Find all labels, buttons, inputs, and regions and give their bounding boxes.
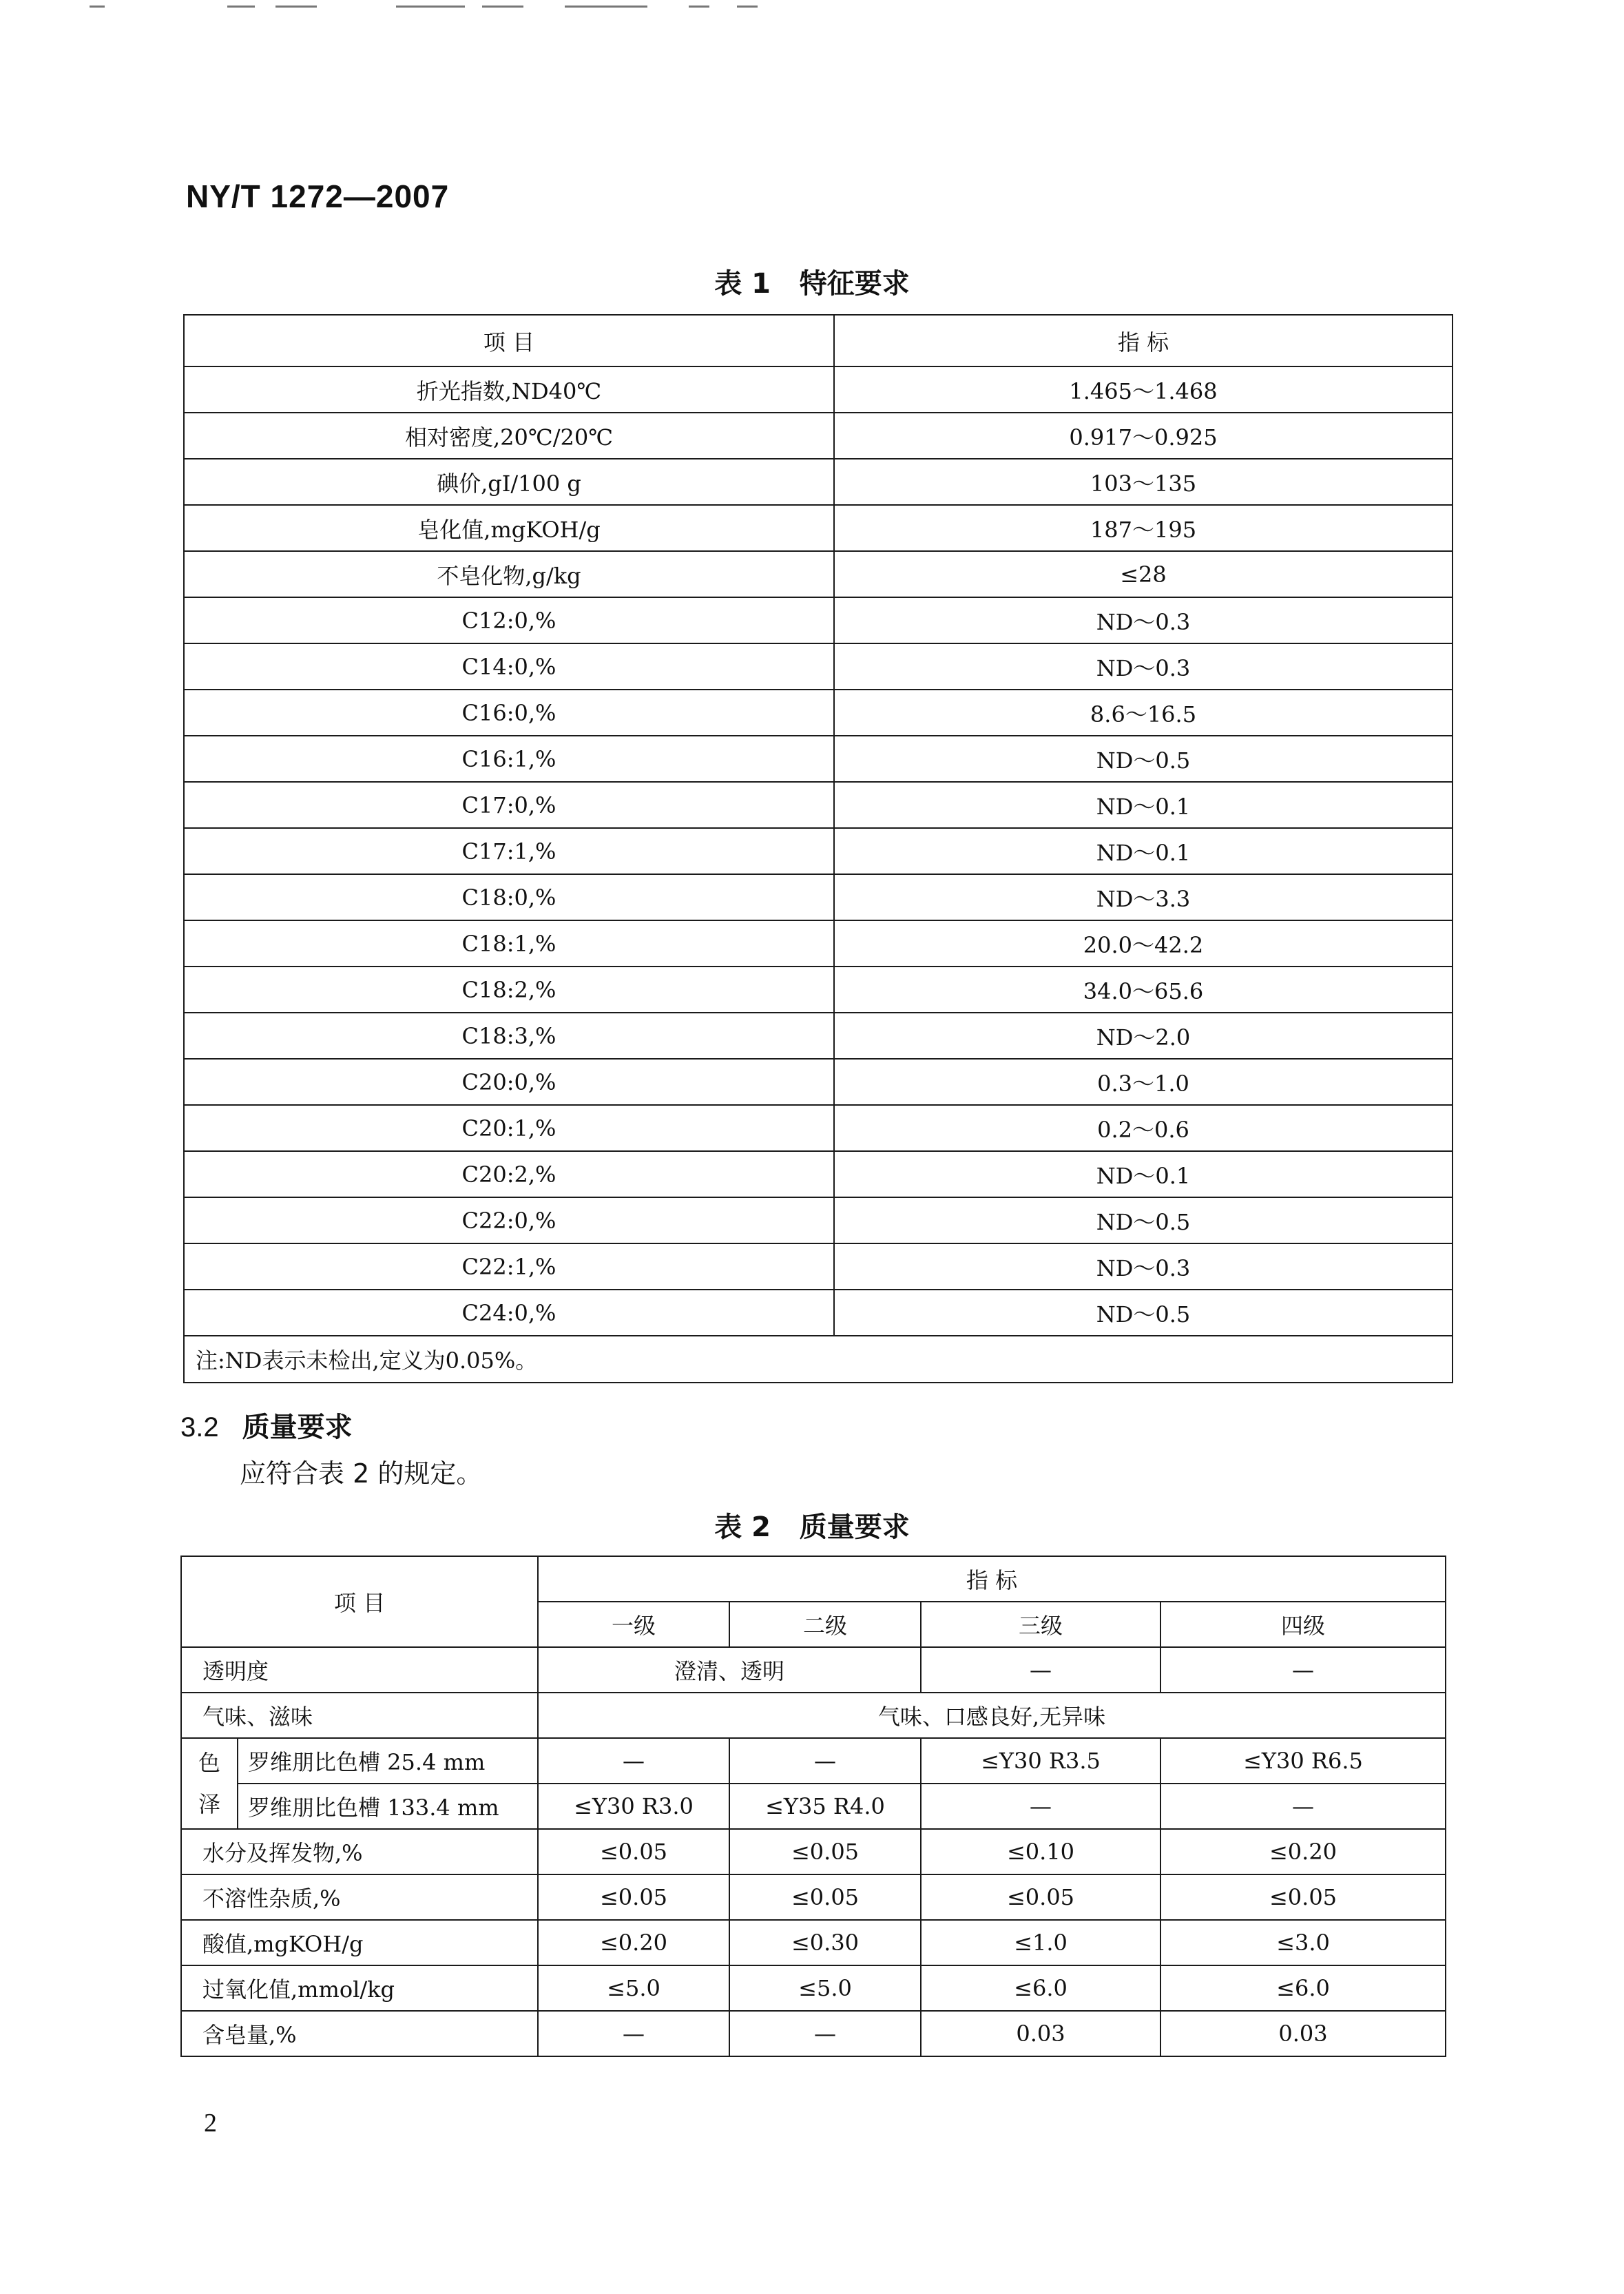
table2-value-g1: ≤5.0: [538, 1965, 729, 2011]
scan-artifact: [482, 6, 523, 8]
transparency-g12: 澄清、透明: [538, 1647, 921, 1693]
table1-row: [184, 1059, 1453, 1105]
table1-caption: 表 1 特征要求: [714, 268, 910, 300]
table1-item-cell: 皂化值,mgKOH/g: [184, 505, 834, 551]
table1-value-cell: 20.0～42.2: [834, 920, 1453, 967]
transparency-label: 透明度: [181, 1647, 538, 1693]
table1-item-cell: C17:0,%: [184, 782, 834, 828]
table2-row-color-1: [181, 1738, 1446, 1784]
scan-artifact: [689, 6, 709, 8]
table1-row: [184, 643, 1453, 690]
document-code: NY/T 1272—2007: [186, 178, 450, 214]
table2-value-g2: ≤0.05: [729, 1829, 921, 1874]
table1-header-row: [184, 315, 1453, 366]
table1-item-cell: C18:0,%: [184, 874, 834, 920]
table1-value-cell: 0.3～1.0: [834, 1059, 1453, 1105]
table2-item-cell: 含皂量,%: [181, 2011, 538, 2056]
table1-item-cell: C12:0,%: [184, 597, 834, 643]
color-row1-g1: —: [538, 1738, 729, 1784]
color-row2-g2: ≤Y35 R4.0: [729, 1784, 921, 1829]
color-row1-label: 罗维朋比色槽 25.4 mm: [238, 1738, 538, 1784]
table1-item-cell: C22:0,%: [184, 1197, 834, 1243]
table1-item-cell: C17:1,%: [184, 828, 834, 874]
table2-value-g1: ≤0.20: [538, 1920, 729, 1965]
table1-row: [184, 597, 1453, 643]
table1-note-row: [184, 1336, 1453, 1383]
table1-value-cell: ND～2.0: [834, 1013, 1453, 1059]
table1-item-cell: C20:2,%: [184, 1151, 834, 1197]
transparency-g3: —: [921, 1647, 1160, 1693]
table1-item-cell: 相对密度,20℃/20℃: [184, 413, 834, 459]
grade-3: 三级: [921, 1602, 1160, 1647]
table1-row: [184, 505, 1453, 551]
color-side-bottom: 泽: [198, 1791, 220, 1817]
table2-caption: 表 2 质量要求: [714, 1511, 910, 1543]
table2-value-g3: ≤1.0: [921, 1920, 1160, 1965]
table2-item-cell: 酸值,mgKOH/g: [181, 1920, 538, 1965]
table1-row: [184, 1290, 1453, 1336]
table2-row-odor: [181, 1693, 1446, 1738]
table2-value-g3: ≤0.05: [921, 1874, 1160, 1920]
table1-value-cell: ≤28: [834, 551, 1453, 597]
color-row1-g4: ≤Y30 R6.5: [1160, 1738, 1446, 1784]
table1-item-cell: C24:0,%: [184, 1290, 834, 1336]
table1-row: [184, 967, 1453, 1013]
table2-row: [181, 2011, 1446, 2056]
table2-value-g4: ≤0.05: [1160, 1874, 1446, 1920]
section-title: 质量要求: [242, 1412, 353, 1443]
scan-artifact: [565, 6, 647, 8]
color-row2-g4: —: [1160, 1784, 1446, 1829]
table1-value-cell: ND～0.3: [834, 643, 1453, 690]
table2-value-g4: ≤6.0: [1160, 1965, 1446, 2011]
table1-item-cell: C16:0,%: [184, 690, 834, 736]
table1-value-cell: 1.465～1.468: [834, 366, 1453, 413]
table1-value-cell: 8.6～16.5: [834, 690, 1453, 736]
table1-value-cell: ND～0.5: [834, 736, 1453, 782]
table2-value-g2: —: [729, 2011, 921, 2056]
table1-row: [184, 1197, 1453, 1243]
table2-header-row: [181, 1556, 1446, 1602]
table1-item-cell: C18:1,%: [184, 920, 834, 967]
page-number: 2: [204, 2109, 217, 2138]
color-row1-g2: —: [729, 1738, 921, 1784]
table2-row: [181, 1920, 1446, 1965]
color-row2-label: 罗维朋比色槽 133.4 mm: [238, 1784, 538, 1829]
table2-value-g1: —: [538, 2011, 729, 2056]
table1-row: [184, 551, 1453, 597]
grade-1: 一级: [538, 1602, 729, 1647]
table1-value-cell: 187～195: [834, 505, 1453, 551]
table2-value-g2: ≤0.05: [729, 1874, 921, 1920]
table1-note: 注:ND表示未检出,定义为0.05%。: [184, 1336, 1453, 1383]
table1-row: [184, 920, 1453, 967]
table1-value-cell: 0.2～0.6: [834, 1105, 1453, 1151]
table2-value-g4: ≤0.20: [1160, 1829, 1446, 1874]
table2-item-cell: 水分及挥发物,%: [181, 1829, 538, 1874]
table1-header-value: 指 标: [834, 315, 1453, 366]
table1-row: [184, 366, 1453, 413]
color-row1-g3: ≤Y30 R3.5: [921, 1738, 1160, 1784]
scan-artifact: [396, 6, 465, 8]
table1-header-item: 项 目: [184, 315, 834, 366]
table1-item-cell: C20:0,%: [184, 1059, 834, 1105]
table2-item-cell: 过氧化值,mmol/kg: [181, 1965, 538, 2011]
table1-row: [184, 782, 1453, 828]
grade-4: 四级: [1160, 1602, 1446, 1647]
table1-row: [184, 413, 1453, 459]
section-heading: [180, 1405, 353, 1445]
table2-item-cell: 不溶性杂质,%: [181, 1874, 538, 1920]
table1-row: [184, 874, 1453, 920]
odor-label: 气味、滋味: [181, 1693, 538, 1738]
table1-row: [184, 459, 1453, 505]
table1-item-cell: C14:0,%: [184, 643, 834, 690]
table2-value-g4: ≤3.0: [1160, 1920, 1446, 1965]
table1-item-cell: 碘价,gI/100 g: [184, 459, 834, 505]
table1-item-cell: C16:1,%: [184, 736, 834, 782]
table2-value-g2: ≤5.0: [729, 1965, 921, 2011]
table1-value-cell: ND～3.3: [834, 874, 1453, 920]
table1-row: [184, 1151, 1453, 1197]
table2-value-g1: ≤0.05: [538, 1829, 729, 1874]
scan-artifact: [275, 6, 317, 8]
table2-value-g1: ≤0.05: [538, 1874, 729, 1920]
table-feature-requirements: [183, 314, 1453, 1383]
table2-row: [181, 1829, 1446, 1874]
table-quality-requirements: [180, 1556, 1446, 2057]
table2-value-g3: 0.03: [921, 2011, 1160, 2056]
table1-value-cell: ND～0.5: [834, 1290, 1453, 1336]
table1-row: [184, 1105, 1453, 1151]
table1-value-cell: ND～0.3: [834, 1243, 1453, 1290]
table1-item-cell: C18:3,%: [184, 1013, 834, 1059]
table1-value-cell: 0.917～0.925: [834, 413, 1453, 459]
table1-value-cell: ND～0.1: [834, 782, 1453, 828]
table1-item-cell: 折光指数,ND40℃: [184, 366, 834, 413]
table2-row-transparency: [181, 1647, 1446, 1693]
table1-row: [184, 690, 1453, 736]
table2-value-g3: ≤6.0: [921, 1965, 1160, 2011]
color-row2-g1: ≤Y30 R3.0: [538, 1784, 729, 1829]
table1-row: [184, 828, 1453, 874]
table1-value-cell: 34.0～65.6: [834, 967, 1453, 1013]
table1-value-cell: ND～0.1: [834, 828, 1453, 874]
table2-value-g2: ≤0.30: [729, 1920, 921, 1965]
table2-row-color-2: [181, 1784, 1446, 1829]
scan-artifact: [737, 6, 758, 8]
color-side-top: 色: [198, 1750, 220, 1776]
table1-row: [184, 1243, 1453, 1290]
color-side-label: [181, 1738, 238, 1829]
table2-row: [181, 1965, 1446, 2011]
table2-value-g4: 0.03: [1160, 2011, 1446, 2056]
table1-row: [184, 736, 1453, 782]
grade-2: 二级: [729, 1602, 921, 1647]
odor-value: 气味、口感良好,无异味: [538, 1693, 1446, 1738]
table2-header-value: 指 标: [538, 1556, 1446, 1602]
section-text: 应符合表 2 的规定。: [240, 1458, 483, 1489]
scan-artifact: [90, 6, 105, 8]
table2-row: [181, 1874, 1446, 1920]
table1-item-cell: C22:1,%: [184, 1243, 834, 1290]
table1-value-cell: 103～135: [834, 459, 1453, 505]
table1-item-cell: C18:2,%: [184, 967, 834, 1013]
section-number: 3.2: [180, 1412, 219, 1443]
table1-row: [184, 1013, 1453, 1059]
table1-value-cell: ND～0.1: [834, 1151, 1453, 1197]
color-row2-g3: —: [921, 1784, 1160, 1829]
table1-value-cell: ND～0.3: [834, 597, 1453, 643]
table2-value-g3: ≤0.10: [921, 1829, 1160, 1874]
transparency-g4: —: [1160, 1647, 1446, 1693]
table1-item-cell: 不皂化物,g/kg: [184, 551, 834, 597]
table2-header-item: 项 目: [181, 1556, 538, 1647]
table1-item-cell: C20:1,%: [184, 1105, 834, 1151]
table1-value-cell: ND～0.5: [834, 1197, 1453, 1243]
scan-artifact: [227, 6, 255, 8]
